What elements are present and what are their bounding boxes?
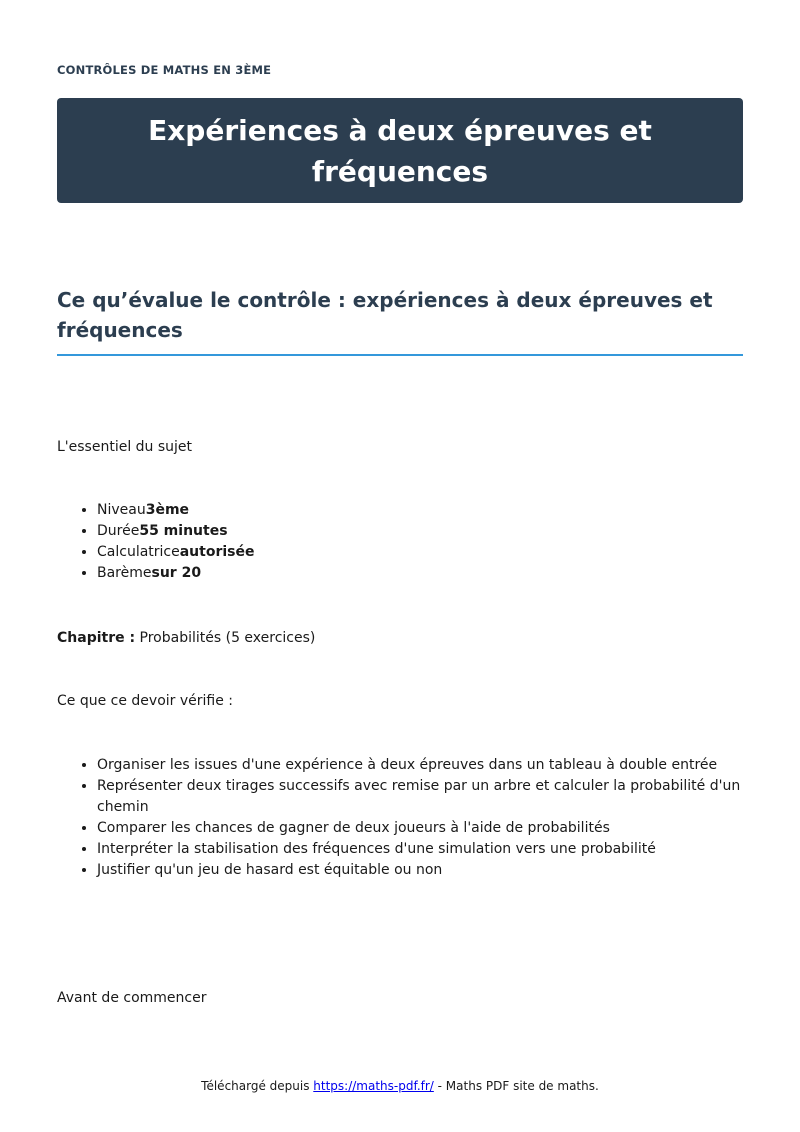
footer-link[interactable]: https://maths-pdf.fr/ [313,1079,434,1093]
item-value: sur 20 [151,565,202,581]
item-value: autorisée [179,544,255,560]
chapitre-label: Chapitre : [57,630,136,646]
avant-heading: Avant de commencer [57,990,207,1006]
footer [0,1079,800,1093]
essentiel-intro: L'essentiel du sujet [57,439,193,455]
item-value: 3ème [145,502,190,518]
title-banner [57,98,743,203]
list-item: • Organiser les issues d'une expérience à deux épreuves dans un tableau à double entrée [97,755,743,776]
item-label: Niveau [97,502,146,518]
list-item: • Représenter deux tirages successifs avec remise par un arbre et calculer la probabilité d'un chemin [97,776,743,818]
essentiel-list [57,500,743,584]
chapitre-line [57,628,315,648]
footer-prefix: Téléchargé depuis [201,1079,314,1093]
chapitre-value: Probabilités (5 exercices) [135,630,316,646]
item-label: Barème [97,565,152,581]
page-title: Expériences à deux épreuves et fréquences [148,113,652,188]
item-label: Durée [97,523,140,539]
item-value: 55 minutes [139,523,228,539]
verifie-intro: Ce que ce devoir vérifie : [57,693,234,709]
list-item [97,542,743,563]
list-item [97,521,743,542]
list-item: • Comparer les chances de gagner de deux joueurs à l'aide de probabilités [97,818,743,839]
item-label: Calculatrice [97,544,180,560]
list-item: • Justifier qu'un jeu de hasard est équitable ou non [97,860,743,881]
list-item [97,563,743,584]
footer-suffix: - Maths PDF site de maths. [433,1079,599,1093]
verifie-list [57,755,743,881]
list-item: • Interpréter la stabilisation des fréquences d'une simulation vers une probabilité [97,839,743,860]
series-kicker: CONTRÔLES DE MATHS EN 3ÈME [57,63,272,77]
section-title: Ce qu’évalue le contrôle : expériences à deux épreuves et fréquences [57,285,743,356]
list-item [97,500,743,521]
